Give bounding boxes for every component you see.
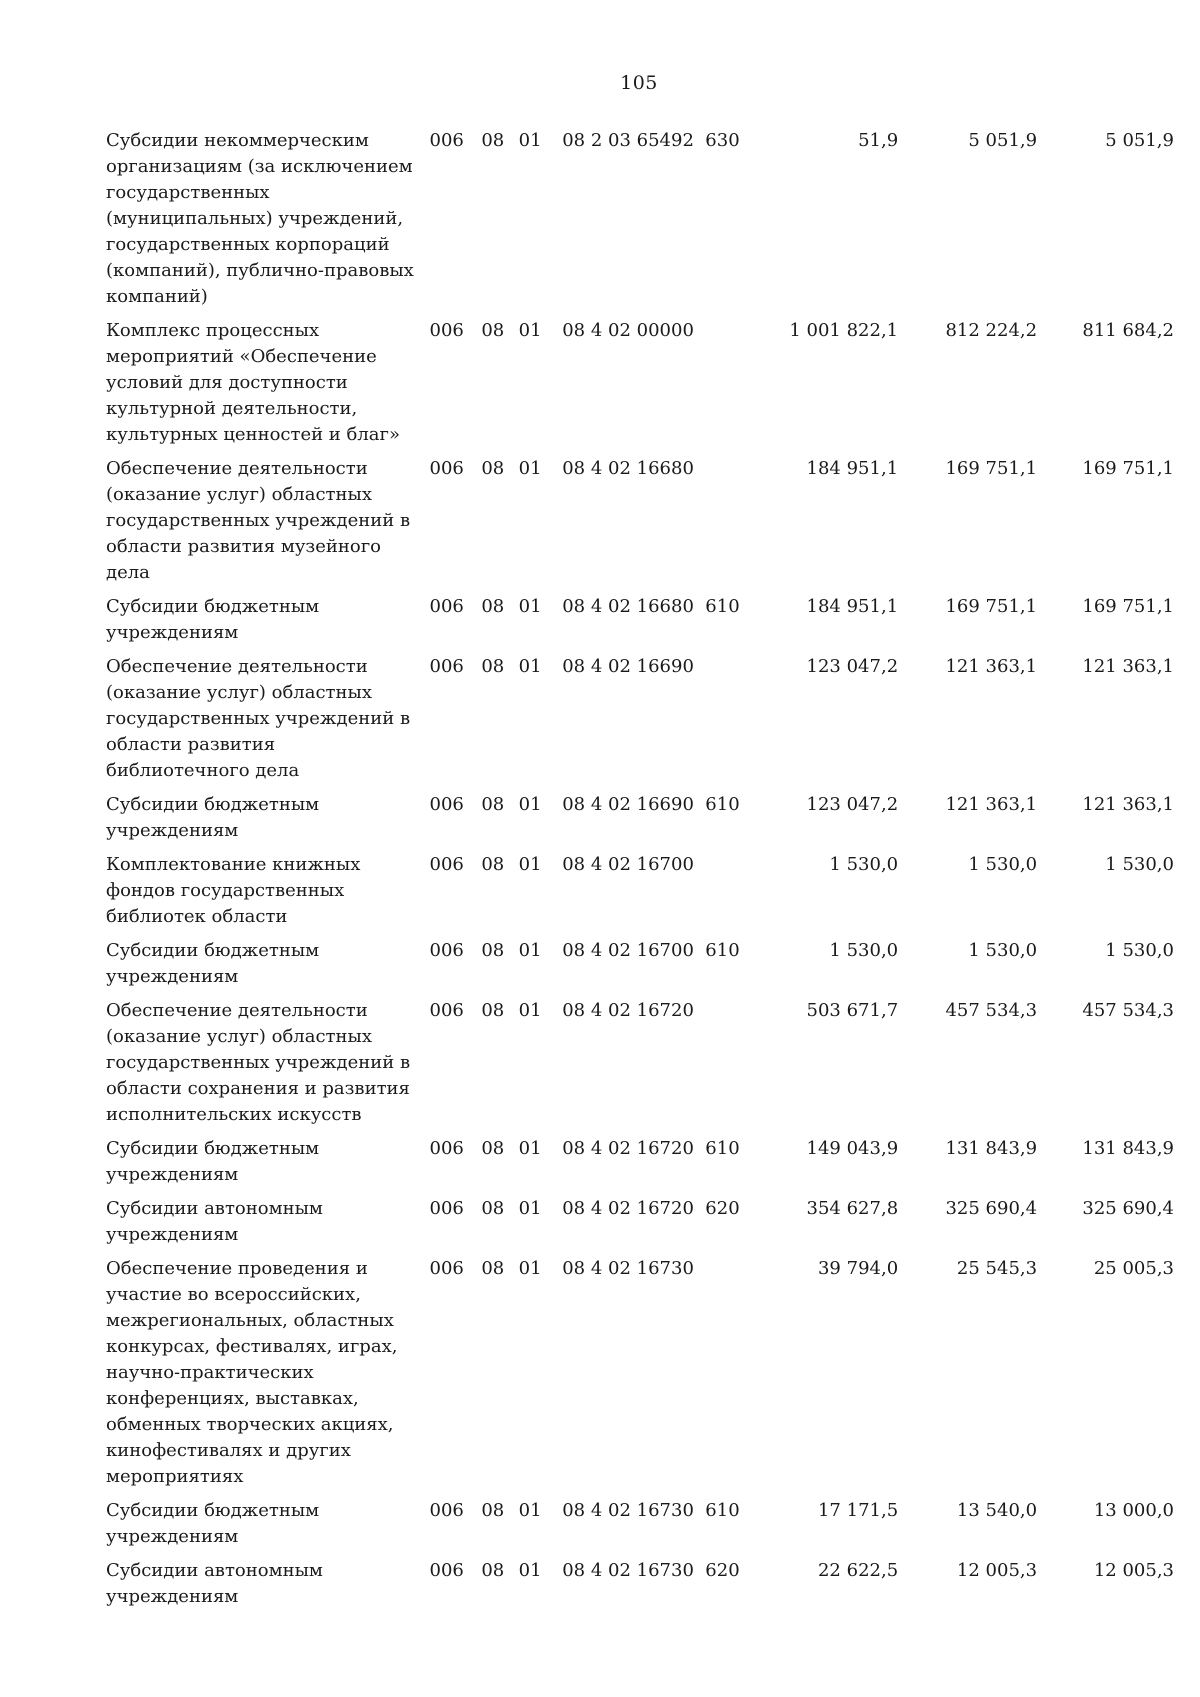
expense-type-code: 610 bbox=[705, 940, 740, 961]
item-name: Обеспечение деятельности (оказание услуг) областных государственных учреждений в области развития музейного дела bbox=[106, 458, 411, 583]
target-article-code: 08 4 02 16730 bbox=[562, 1258, 694, 1279]
amount-year-2: 121 363,1 bbox=[945, 656, 1038, 677]
item-name: Обеспечение деятельности (оказание услуг) областных государственных учреждений в области сохранения и развития исполнительских искусств bbox=[106, 1000, 411, 1125]
amount-year-1: 1 001 822,1 bbox=[789, 320, 899, 341]
target-article-code: 08 4 02 16720 bbox=[562, 1138, 694, 1159]
table-row bbox=[106, 654, 1174, 792]
target-article-code: 08 4 02 16680 bbox=[562, 596, 694, 617]
target-article-code: 08 4 02 16730 bbox=[562, 1560, 694, 1581]
amount-year-3: 1 530,0 bbox=[1105, 940, 1174, 961]
table-row bbox=[106, 938, 1174, 998]
item-name: Субсидии бюджетным учреждениям bbox=[106, 794, 320, 841]
admin-code: 006 bbox=[429, 794, 464, 815]
expense-type-code: 610 bbox=[705, 1138, 740, 1159]
amount-year-2: 457 534,3 bbox=[945, 1000, 1038, 1021]
amount-year-3: 5 051,9 bbox=[1105, 130, 1174, 151]
amount-year-3: 13 000,0 bbox=[1093, 1500, 1174, 1521]
table-row bbox=[106, 1558, 1174, 1618]
expense-type-code: 610 bbox=[705, 1500, 740, 1521]
section-code: 08 bbox=[481, 854, 505, 875]
table-body bbox=[106, 128, 1174, 1618]
expense-type-code bbox=[705, 852, 761, 938]
table-row bbox=[106, 1498, 1174, 1558]
table-row bbox=[106, 852, 1174, 938]
expense-type-code: 620 bbox=[705, 1198, 740, 1219]
subsection-code: 01 bbox=[518, 1258, 542, 1279]
section-code: 08 bbox=[481, 1000, 505, 1021]
target-article-code: 08 4 02 16690 bbox=[562, 656, 694, 677]
section-code: 08 bbox=[481, 320, 505, 341]
item-name: Субсидии бюджетным учреждениям bbox=[106, 1500, 320, 1547]
table-row bbox=[106, 318, 1174, 456]
amount-year-1: 184 951,1 bbox=[806, 596, 899, 617]
admin-code: 006 bbox=[429, 1560, 464, 1581]
amount-year-2: 1 530,0 bbox=[968, 940, 1038, 961]
subsection-code: 01 bbox=[518, 130, 542, 151]
section-code: 08 bbox=[481, 596, 505, 617]
amount-year-2: 1 530,0 bbox=[968, 854, 1038, 875]
amount-year-1: 39 794,0 bbox=[817, 1258, 899, 1279]
expense-type-code bbox=[705, 654, 761, 792]
expense-type-code bbox=[705, 998, 761, 1136]
item-name: Обеспечение деятельности (оказание услуг) областных государственных учреждений в области развития библиотечного дела bbox=[106, 656, 411, 781]
subsection-code: 01 bbox=[518, 794, 542, 815]
section-code: 08 bbox=[481, 1198, 505, 1219]
section-code: 08 bbox=[481, 794, 505, 815]
amount-year-1: 149 043,9 bbox=[806, 1138, 899, 1159]
amount-year-3: 325 690,4 bbox=[1082, 1198, 1174, 1219]
table-row bbox=[106, 792, 1174, 852]
section-code: 08 bbox=[481, 458, 505, 479]
amount-year-1: 22 622,5 bbox=[817, 1560, 899, 1581]
target-article-code: 08 4 02 16680 bbox=[562, 458, 694, 479]
subsection-code: 01 bbox=[518, 1198, 542, 1219]
admin-code: 006 bbox=[429, 1000, 464, 1021]
amount-year-3: 457 534,3 bbox=[1082, 1000, 1174, 1021]
amount-year-1: 1 530,0 bbox=[829, 940, 899, 961]
amount-year-3: 12 005,3 bbox=[1093, 1560, 1174, 1581]
admin-code: 006 bbox=[429, 320, 464, 341]
item-name: Субсидии бюджетным учреждениям bbox=[106, 596, 320, 643]
item-name: Субсидии некоммерческим организациям (за исключением государственных (муниципальных) учреждений, государственных корпораций (компаний), публично-правовых компаний) bbox=[106, 130, 414, 307]
amount-year-1: 503 671,7 bbox=[806, 1000, 899, 1021]
expense-type-code: 610 bbox=[705, 596, 740, 617]
section-code: 08 bbox=[481, 130, 505, 151]
section-code: 08 bbox=[481, 1138, 505, 1159]
target-article-code: 08 4 02 16720 bbox=[562, 1198, 694, 1219]
admin-code: 006 bbox=[429, 458, 464, 479]
table-row bbox=[106, 594, 1174, 654]
amount-year-1: 51,9 bbox=[858, 130, 899, 151]
expense-type-code: 610 bbox=[705, 794, 740, 815]
amount-year-2: 13 540,0 bbox=[956, 1500, 1038, 1521]
amount-year-2: 169 751,1 bbox=[945, 596, 1038, 617]
item-name: Обеспечение проведения и участие во всероссийских, межрегиональных, областных конкурсах, фестивалях, играх, научно-практических конференциях, выставках, обменных творческих акциях, кинофестивалях и других мероприятиях bbox=[106, 1258, 398, 1487]
admin-code: 006 bbox=[429, 1138, 464, 1159]
item-name: Комплектование книжных фондов государственных библиотек области bbox=[106, 854, 361, 927]
section-code: 08 bbox=[481, 656, 505, 677]
subsection-code: 01 bbox=[518, 1500, 542, 1521]
expense-type-code bbox=[705, 1256, 761, 1498]
subsection-code: 01 bbox=[518, 1138, 542, 1159]
page-number: 105 bbox=[620, 72, 658, 94]
target-article-code: 08 4 02 16700 bbox=[562, 854, 694, 875]
target-article-code: 08 4 02 00000 bbox=[562, 320, 694, 341]
table-row bbox=[106, 1256, 1174, 1498]
budget-table bbox=[106, 128, 1174, 1618]
item-name: Субсидии бюджетным учреждениям bbox=[106, 1138, 320, 1185]
subsection-code: 01 bbox=[518, 854, 542, 875]
amount-year-3: 1 530,0 bbox=[1105, 854, 1174, 875]
admin-code: 006 bbox=[429, 1500, 464, 1521]
subsection-code: 01 bbox=[518, 596, 542, 617]
amount-year-3: 25 005,3 bbox=[1093, 1258, 1174, 1279]
admin-code: 006 bbox=[429, 1258, 464, 1279]
amount-year-1: 1 530,0 bbox=[829, 854, 899, 875]
section-code: 08 bbox=[481, 1500, 505, 1521]
expense-type-code: 620 bbox=[705, 1560, 740, 1581]
subsection-code: 01 bbox=[518, 656, 542, 677]
subsection-code: 01 bbox=[518, 940, 542, 961]
target-article-code: 08 4 02 16730 bbox=[562, 1500, 694, 1521]
target-article-code: 08 4 02 16720 bbox=[562, 1000, 694, 1021]
amount-year-1: 184 951,1 bbox=[806, 458, 899, 479]
target-article-code: 08 2 03 65492 bbox=[562, 130, 694, 151]
item-name: Субсидии автономным учреждениям bbox=[106, 1560, 323, 1607]
amount-year-2: 121 363,1 bbox=[945, 794, 1038, 815]
subsection-code: 01 bbox=[518, 458, 542, 479]
amount-year-1: 17 171,5 bbox=[817, 1500, 899, 1521]
table-row bbox=[106, 128, 1174, 318]
expense-type-code bbox=[705, 318, 761, 456]
subsection-code: 01 bbox=[518, 320, 542, 341]
amount-year-2: 169 751,1 bbox=[945, 458, 1038, 479]
amount-year-2: 5 051,9 bbox=[968, 130, 1038, 151]
table-row bbox=[106, 998, 1174, 1136]
amount-year-3: 121 363,1 bbox=[1082, 656, 1174, 677]
amount-year-3: 169 751,1 bbox=[1082, 458, 1174, 479]
amount-year-3: 811 684,2 bbox=[1082, 320, 1174, 341]
amount-year-1: 354 627,8 bbox=[806, 1198, 899, 1219]
section-code: 08 bbox=[481, 1258, 505, 1279]
item-name: Субсидии автономным учреждениям bbox=[106, 1198, 323, 1245]
section-code: 08 bbox=[481, 1560, 505, 1581]
amount-year-3: 131 843,9 bbox=[1082, 1138, 1174, 1159]
admin-code: 006 bbox=[429, 940, 464, 961]
amount-year-2: 131 843,9 bbox=[945, 1138, 1038, 1159]
subsection-code: 01 bbox=[518, 1000, 542, 1021]
admin-code: 006 bbox=[429, 1198, 464, 1219]
amount-year-3: 169 751,1 bbox=[1082, 596, 1174, 617]
amount-year-2: 812 224,2 bbox=[945, 320, 1038, 341]
admin-code: 006 bbox=[429, 854, 464, 875]
admin-code: 006 bbox=[429, 656, 464, 677]
amount-year-1: 123 047,2 bbox=[806, 656, 899, 677]
admin-code: 006 bbox=[429, 596, 464, 617]
amount-year-1: 123 047,2 bbox=[806, 794, 899, 815]
item-name: Комплекс процессных мероприятий «Обеспечение условий для доступности культурной деятельности, культурных ценностей и благ» bbox=[106, 320, 400, 445]
admin-code: 006 bbox=[429, 130, 464, 151]
target-article-code: 08 4 02 16700 bbox=[562, 940, 694, 961]
amount-year-2: 12 005,3 bbox=[956, 1560, 1038, 1581]
table-row bbox=[106, 1196, 1174, 1256]
item-name: Субсидии бюджетным учреждениям bbox=[106, 940, 320, 987]
table-row bbox=[106, 456, 1174, 594]
table-row bbox=[106, 1136, 1174, 1196]
expense-type-code bbox=[705, 456, 761, 594]
target-article-code: 08 4 02 16690 bbox=[562, 794, 694, 815]
section-code: 08 bbox=[481, 940, 505, 961]
expense-type-code: 630 bbox=[705, 130, 740, 151]
amount-year-2: 25 545,3 bbox=[956, 1258, 1038, 1279]
subsection-code: 01 bbox=[518, 1560, 542, 1581]
amount-year-3: 121 363,1 bbox=[1082, 794, 1174, 815]
amount-year-2: 325 690,4 bbox=[945, 1198, 1038, 1219]
